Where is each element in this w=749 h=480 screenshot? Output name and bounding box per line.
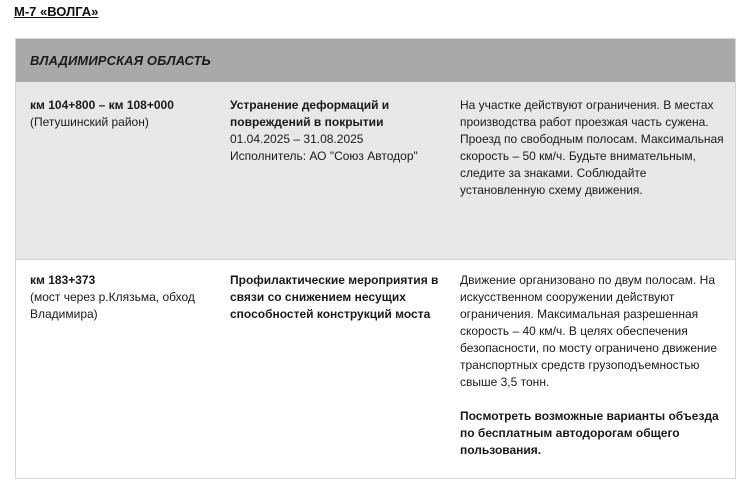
work-title: Устранение деформаций и повреждений в покрытии <box>230 98 390 129</box>
detour-link[interactable]: Посмотреть возможные варианты объезда по бесплатным автодорогам общего пользования. <box>460 409 719 457</box>
table-row <box>16 260 735 478</box>
location-km: км 183+373 <box>30 273 96 287</box>
work-cell <box>230 272 440 323</box>
info-text: На участке действуют ограничения. В местах производства работ проезжая часть сужена. Проезд по свободным полосам. Максимальная скорость – 50 км/ч. Будьте внимательным, следите за знаками. Соблюдайте установленную схему движения. <box>460 98 724 197</box>
table-row <box>16 82 735 260</box>
work-contractor: Исполнитель: АО "Союз Автодор" <box>230 149 418 163</box>
info-cell <box>460 272 726 459</box>
road-title-link[interactable]: М-7 «ВОЛГА» <box>14 4 99 19</box>
region-name: ВЛАДИМИРСКАЯ ОБЛАСТЬ <box>30 53 211 68</box>
location-cell <box>30 272 220 323</box>
work-dates: 01.04.2025 – 31.08.2025 <box>230 132 364 146</box>
location-cell <box>30 97 220 131</box>
region-header <box>16 39 735 82</box>
work-title: Профилактические мероприятия в связи со снижением несущих способностей конструкций моста <box>230 273 439 321</box>
info-text: Движение организовано по двум полосам. На искусственном сооружении действуют ограничения. Максимальная разрешенная скорость – 40 км/ч. В целях обеспечения безопасности, по мосту ограничено движение транспортных средств грузоподъемностью свыше 3,5 тонн. <box>460 273 717 389</box>
location-note: (мост через р.Клязьма, обход Владимира) <box>30 290 195 321</box>
spacer <box>460 391 726 408</box>
location-note: (Петушинский район) <box>30 115 149 129</box>
location-km: км 104+800 – км 108+000 <box>30 98 174 112</box>
roadworks-table <box>15 38 736 479</box>
info-cell <box>460 97 726 199</box>
work-cell <box>230 97 440 165</box>
